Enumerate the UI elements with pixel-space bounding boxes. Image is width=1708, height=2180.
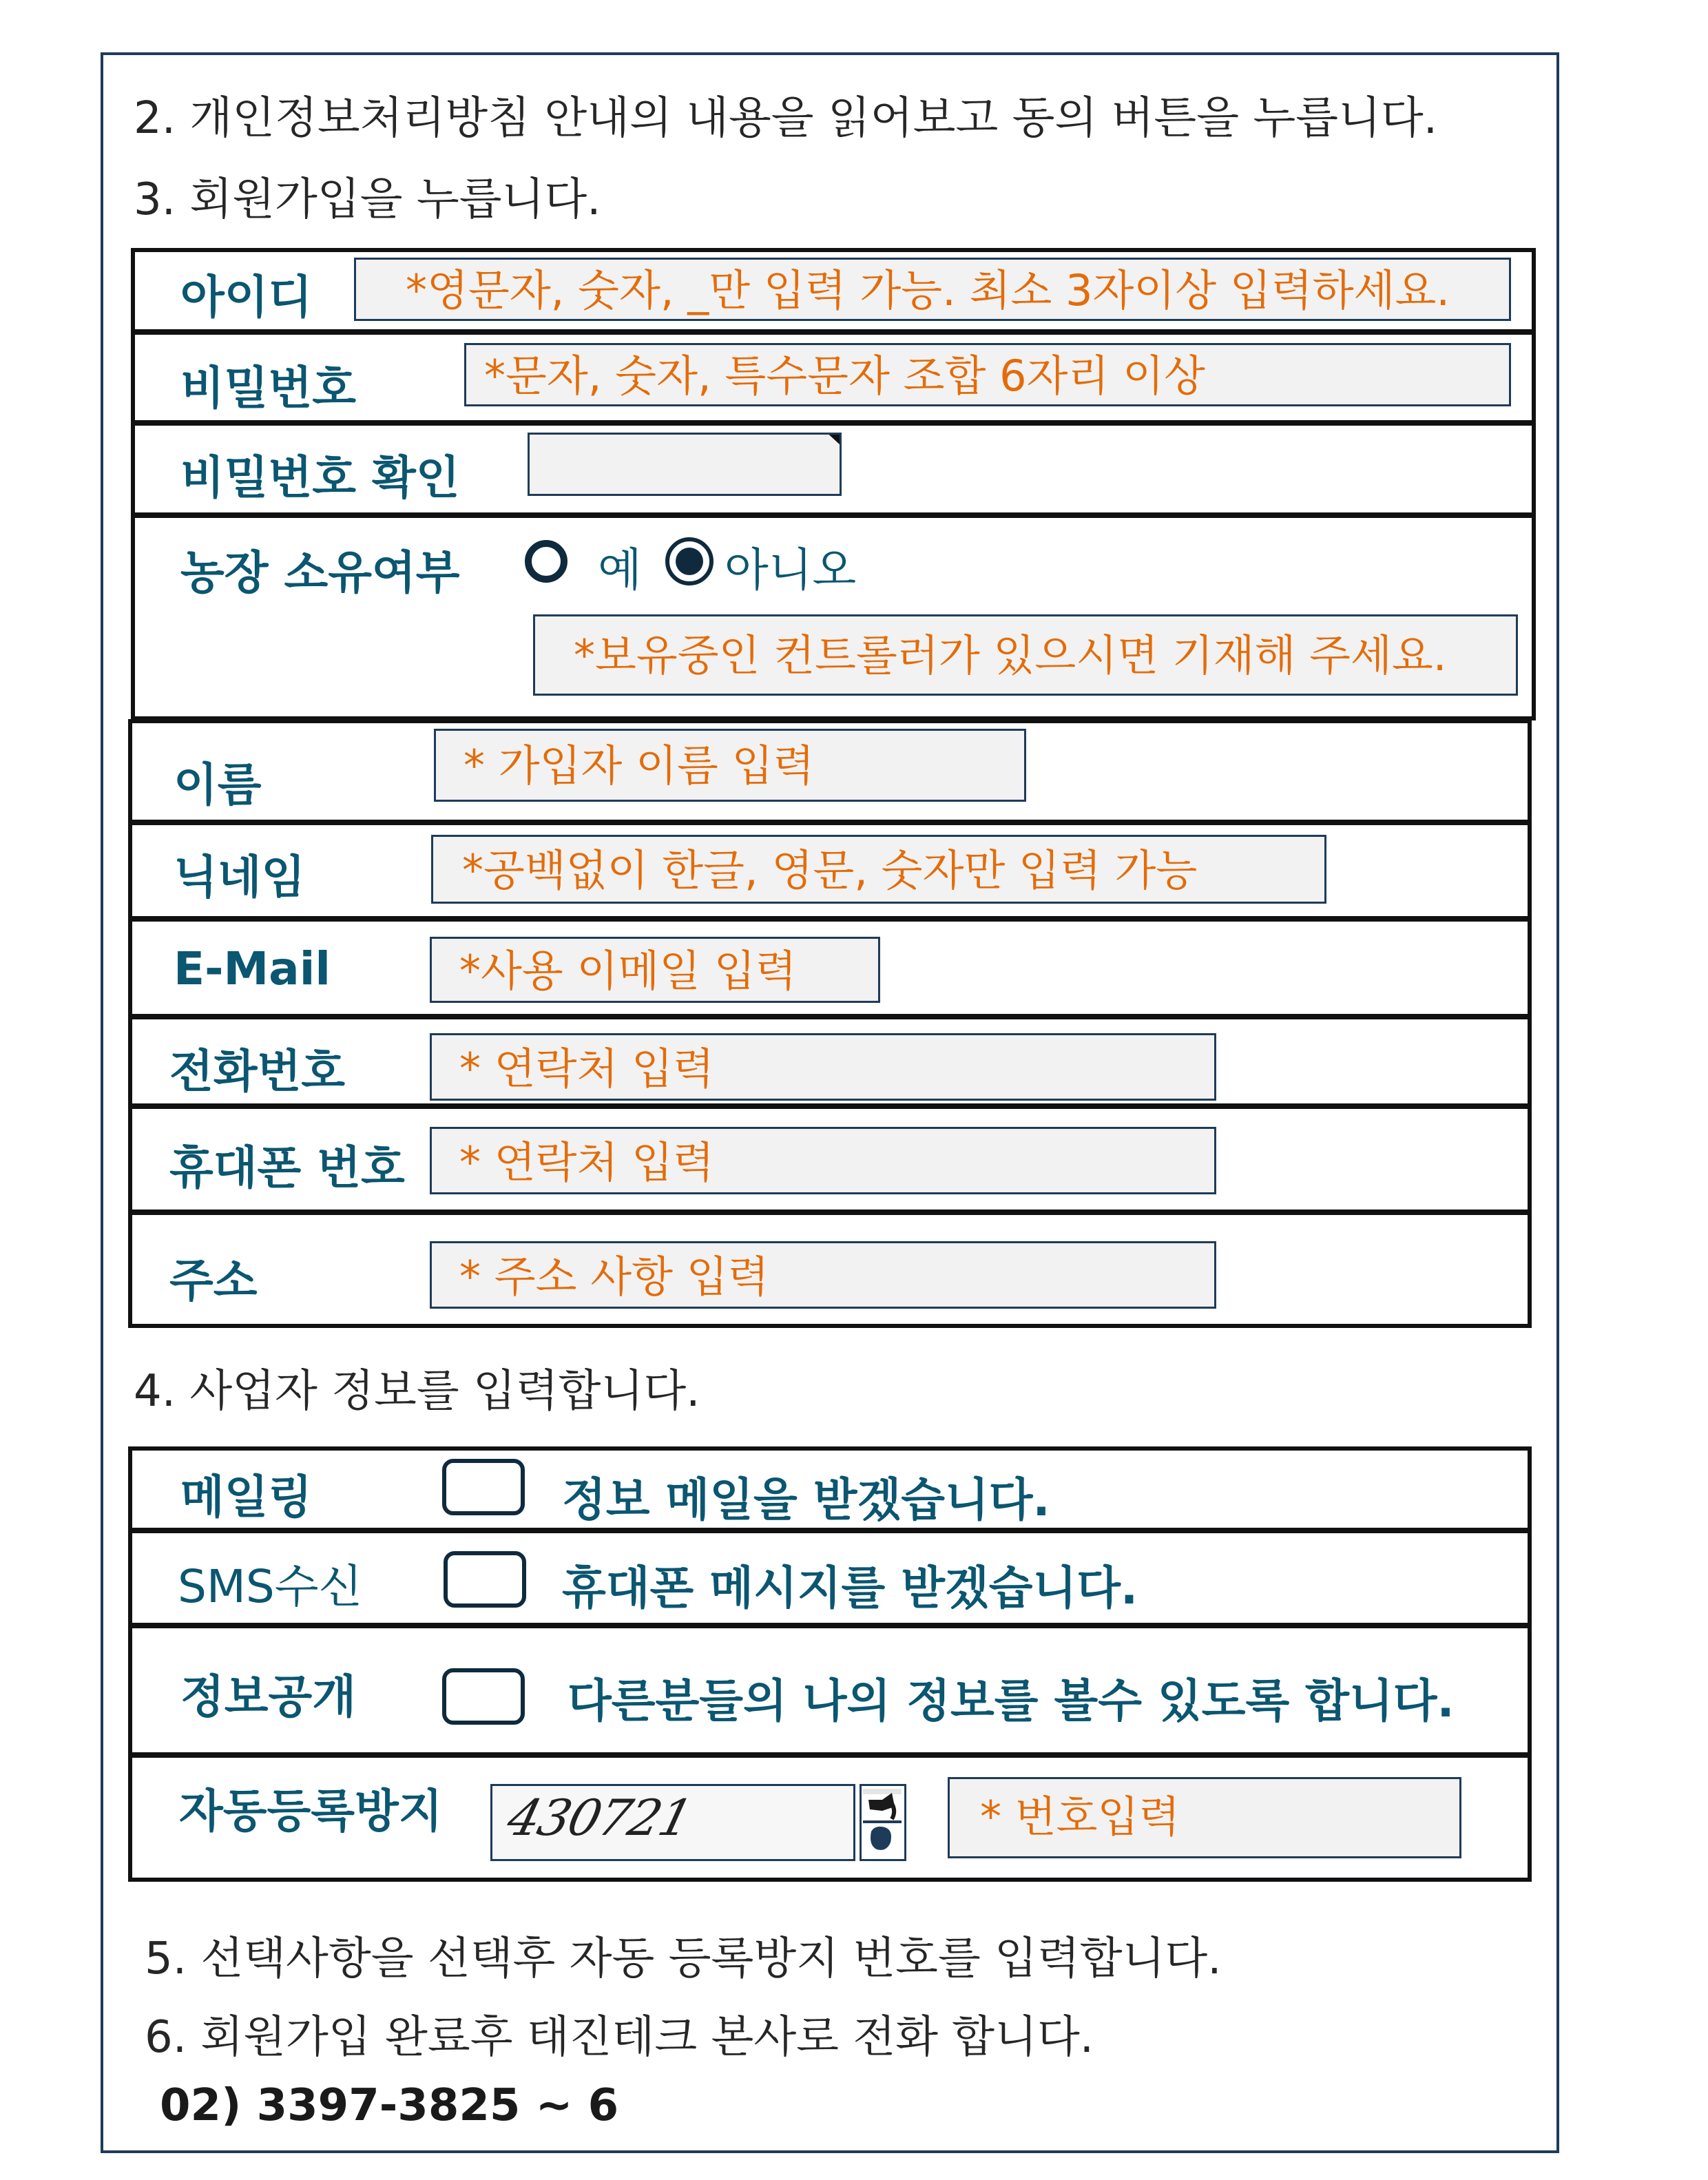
email-label: E-Mail <box>174 942 331 995</box>
step-3-text: 3. 회원가입을 누릅니다. <box>134 174 601 225</box>
farm-ownership-label: 농장 소유여부 <box>180 546 460 599</box>
nickname-input[interactable]: *공백없이 한글, 영문, 숫자만 입력 가능 <box>431 835 1326 904</box>
name-label: 이름 <box>174 758 262 811</box>
resize-corner-icon <box>823 433 842 450</box>
farm-no-label: 아니오 <box>725 543 857 596</box>
controller-input[interactable]: *보유중인 컨트롤러가 있으시면 기재해 주세요. <box>533 614 1518 696</box>
mailing-text: 정보 메일을 받겠습니다. <box>562 1473 1050 1526</box>
address-label: 주소 <box>169 1254 258 1307</box>
password-label: 비밀번호 <box>180 362 357 415</box>
tel-input[interactable]: * 연락처 입력 <box>430 1033 1216 1101</box>
password-input[interactable]: *문자, 숫자, 특수문자 조합 6자리 이상 <box>464 343 1511 406</box>
id-input[interactable]: *영문자, 숫자, _만 입력 가능. 최소 3자이상 입력하세요. <box>354 258 1511 321</box>
mailing-label: 메일링 <box>180 1471 313 1524</box>
contact-phone: 02) 3397-3825 ~ 6 <box>160 2080 619 2131</box>
captcha-refresh-button[interactable] <box>860 1784 906 1861</box>
id-label: 아이디 <box>180 271 313 324</box>
signup-form-top <box>131 248 1536 720</box>
business-form <box>128 1446 1532 1882</box>
step-6-text: 6. 회원가입 완료후 태진테크 본사로 전화 합니다. <box>145 2012 1094 2063</box>
password-confirm-input[interactable] <box>528 433 842 496</box>
farm-yes-radio[interactable] <box>525 540 567 583</box>
nickname-label: 닉네임 <box>174 851 306 904</box>
public-info-label: 정보공개 <box>180 1670 357 1723</box>
sms-text: 휴대폰 메시지를 받겠습니다. <box>562 1561 1138 1615</box>
public-info-checkbox[interactable] <box>442 1668 525 1725</box>
signup-form-bottom <box>128 719 1532 1328</box>
captcha-label: 자동등록방지 <box>179 1785 443 1838</box>
sms-checkbox[interactable] <box>444 1551 526 1608</box>
sms-label: SMS수신 <box>178 1560 363 1613</box>
name-input[interactable]: * 가입자 이름 입력 <box>434 729 1026 802</box>
mobile-input[interactable]: * 연락처 입력 <box>430 1127 1216 1194</box>
step-4-text: 4. 사업자 정보를 입력합니다. <box>134 1366 700 1417</box>
captcha-input[interactable]: * 번호입력 <box>948 1777 1461 1858</box>
mobile-label: 휴대폰 번호 <box>169 1141 405 1194</box>
public-info-text: 다른분들의 나의 정보를 볼수 있도록 합니다. <box>567 1674 1455 1727</box>
password-confirm-label: 비밀번호 확인 <box>180 451 460 504</box>
captcha-speaker-icon <box>862 1786 904 1859</box>
step-2-text: 2. 개인정보처리방침 안내의 내용을 읽어보고 동의 버튼을 누릅니다. <box>134 93 1438 144</box>
address-input[interactable]: * 주소 사항 입력 <box>430 1241 1216 1309</box>
email-input[interactable]: *사용 이메일 입력 <box>430 937 880 1003</box>
tel-label: 전화번호 <box>169 1045 346 1098</box>
farm-yes-label: 예 <box>598 543 642 596</box>
captcha-image <box>490 1784 855 1861</box>
farm-no-radio[interactable] <box>665 537 714 585</box>
step-5-text: 5. 선택사항을 선택후 자동 등록방지 번호를 입력합니다. <box>145 1933 1222 1984</box>
captcha-code: 430721 <box>501 1789 698 1847</box>
mailing-checkbox[interactable] <box>442 1459 525 1515</box>
